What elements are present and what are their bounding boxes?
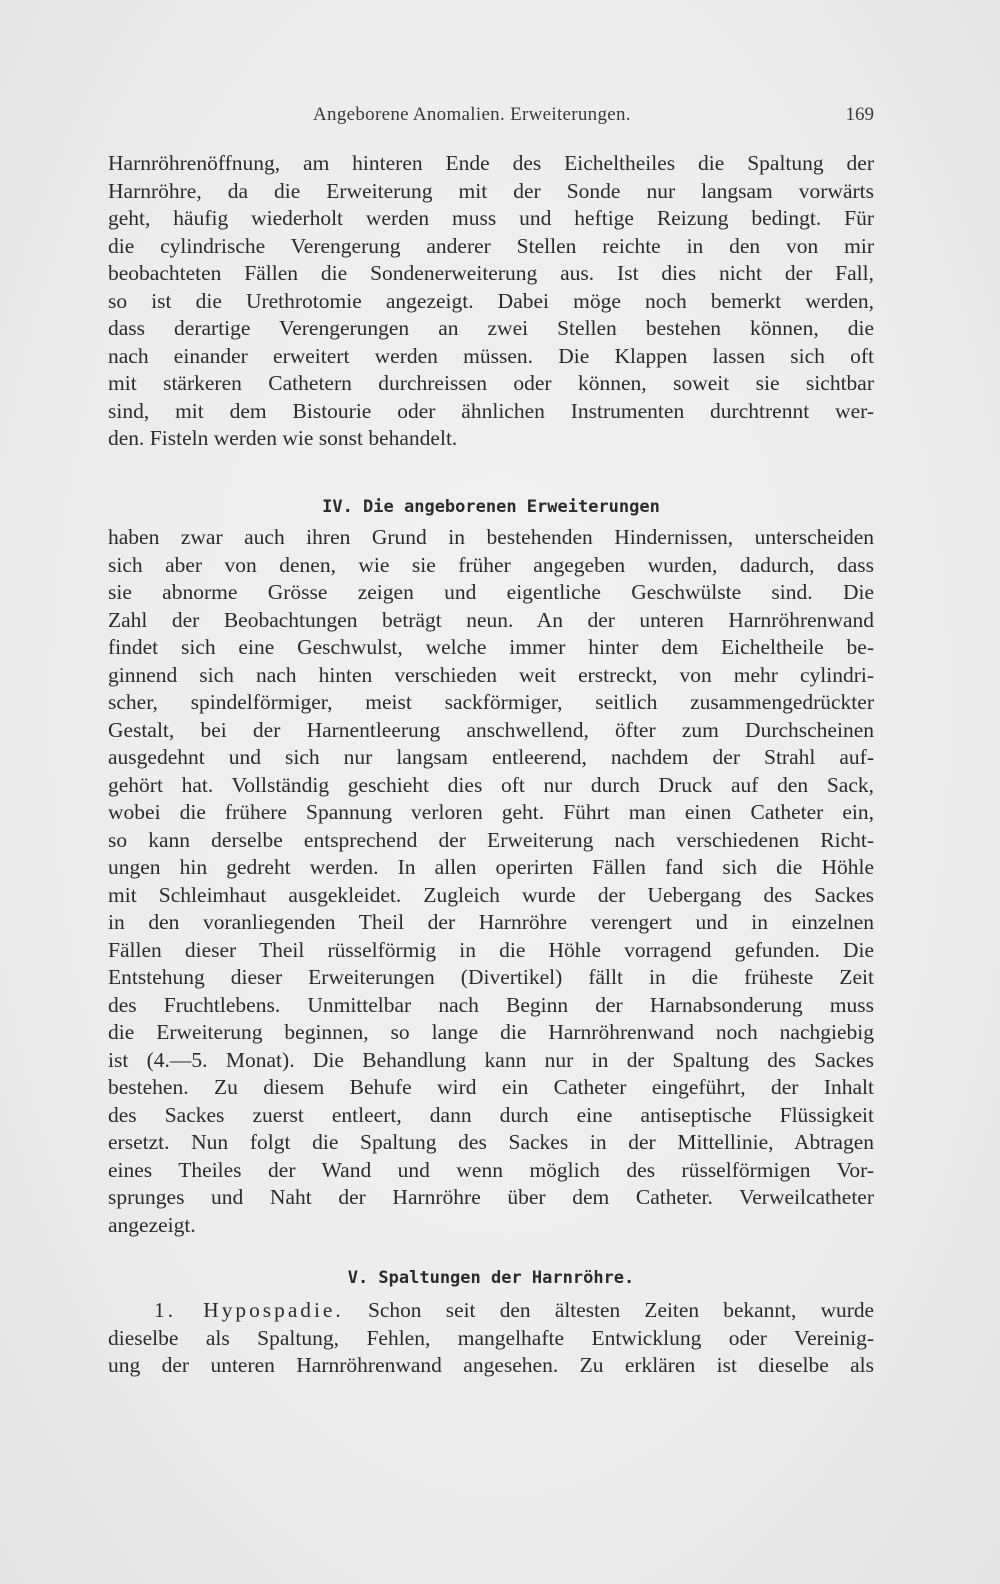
text-line: die Erweiterung beginnen, so lange die Harnröhrenwand noch nachgiebig — [108, 1020, 874, 1044]
text-line: den. Fisteln werden wie sonst behandelt. — [108, 426, 458, 450]
text-line: dieselbe als Spaltung, Fehlen, mangelhafte Entwicklung oder Vereinig- — [108, 1325, 874, 1350]
text-line: beobachteten Fällen die Sondenerweiterung aus. Ist dies nicht der Fall, — [108, 261, 874, 285]
text-line: so ist die Urethrotomie angezeigt. Dabei möge noch bemerkt werden, — [108, 288, 874, 313]
running-head — [108, 104, 874, 134]
text-line: in den voranliegenden Theil der Harnröhre verengert und in einzelnen — [108, 910, 874, 934]
hypospadie-label: 1. Hypospadie. — [154, 1298, 344, 1322]
text-line: ersetzt. Nun folgt die Spaltung des Sackes in der Mittellinie, Abtragen — [108, 1130, 874, 1154]
text-line: die cylindrische Verengerung anderer Stellen reichte in den von mir — [108, 233, 874, 258]
text-line: gehört hat. Vollständig geschieht dies oft nur durch Druck auf den Sack, — [108, 772, 874, 797]
text-line: Gestalt, bei der Harnentleerung anschwellend, öfter zum Durchscheinen — [108, 717, 874, 742]
text-line: ung der unteren Harnröhrenwand angesehen. Zu erklären ist dieselbe als — [108, 1353, 874, 1377]
text-line: mit stärkeren Cathetern durchreissen oder können, soweit sie sichtbar — [108, 371, 874, 395]
text-line: Harnröhre, da die Erweiterung mit der Sonde nur langsam vorwärts — [108, 178, 874, 203]
text-line: haben zwar auch ihren Grund in bestehenden Hindernissen, unterscheiden — [108, 525, 874, 549]
text-line-first — [108, 1297, 874, 1325]
page-number: 169 — [845, 104, 874, 125]
section-heading-iv: IV. Die angeborenen Erweiterungen — [322, 497, 660, 517]
text-line: des Fruchtlebens. Unmittelbar nach Beginn der Harnabsonderung muss — [108, 992, 874, 1017]
text-line: sie abnorme Grösse zeigen und eigentliche Geschwülste sind. Die — [108, 580, 874, 604]
text-line: angezeigt. — [108, 1212, 196, 1237]
text-line-rest: Schon seit den ältesten Zeiten bekannt, wurde — [368, 1298, 874, 1322]
text-line: ist (4.—5. Monat). Die Behandlung kann nur in der Spaltung des Sackes — [108, 1047, 874, 1072]
text-line: sich aber von denen, wie sie früher angegeben wurden, dadurch, dass — [108, 552, 874, 577]
running-title: Angeborene Anomalien. Erweiterungen. — [313, 104, 631, 125]
text-line: ausgedehnt und sich nur langsam entleerend, nachdem der Strahl auf- — [108, 745, 874, 769]
text-line: Fällen dieser Theil rüsselförmig in die Höhle vorragend gefunden. Die — [108, 937, 874, 962]
text-line: bestehen. Zu diesem Behufe wird ein Catheter eingeführt, der Inhalt — [108, 1075, 874, 1099]
text-line: findet sich eine Geschwulst, welche immer hinter dem Eicheltheile be- — [108, 635, 874, 659]
text-line: geht, häufig wiederholt werden muss und heftige Reizung bedingt. Für — [108, 206, 874, 230]
text-line: scher, spindelförmiger, meist sackförmiger, seitlich zusammengedrückter — [108, 690, 874, 714]
paragraph-erweiterungen — [108, 524, 874, 1239]
text-line: eines Theiles der Wand und wenn möglich des rüsselförmigen Vor- — [108, 1157, 874, 1182]
text-line: sind, mit dem Bistourie oder ähnlichen Instrumenten durchtrennt wer- — [108, 398, 874, 423]
text-line: Zahl der Beobachtungen beträgt neun. An der unteren Harnröhrenwand — [108, 607, 874, 632]
text-line: mit Schleimhaut ausgekleidet. Zugleich wurde der Uebergang des Sackes — [108, 882, 874, 907]
text-line: wobei die frühere Spannung verloren geht. Führt man einen Catheter ein, — [108, 800, 874, 824]
text-line: des Sackes zuerst entleert, dann durch eine antiseptische Flüssigkeit — [108, 1102, 874, 1127]
text-line: Entstehung dieser Erweiterungen (Divertikel) fällt in die früheste Zeit — [108, 965, 874, 989]
text-line: ginnend sich nach hinten verschieden weit erstreckt, von mehr cylindri- — [108, 662, 874, 687]
text-line: sprunges und Naht der Harnröhre über dem Catheter. Verweilcatheter — [108, 1185, 874, 1209]
paragraph-hypospadie — [108, 1297, 874, 1380]
text-line: dass derartige Verengerungen an zwei Stellen bestehen können, die — [108, 316, 874, 340]
section-heading-v: V. Spaltungen der Harnröhre. — [347, 1268, 635, 1288]
text-line: so kann derselbe entsprechend der Erweiterung nach verschiedenen Richt- — [108, 827, 874, 852]
text-line: ungen hin gedreht werden. In allen operirten Fällen fand sich die Höhle — [108, 855, 874, 879]
paragraph-continuation — [108, 150, 874, 453]
text-line: Harnröhrenöffnung, am hinteren Ende des Eicheltheiles die Spaltung der — [108, 151, 874, 175]
text-line: nach einander erweitert werden müssen. Die Klappen lassen sich oft — [108, 343, 874, 368]
